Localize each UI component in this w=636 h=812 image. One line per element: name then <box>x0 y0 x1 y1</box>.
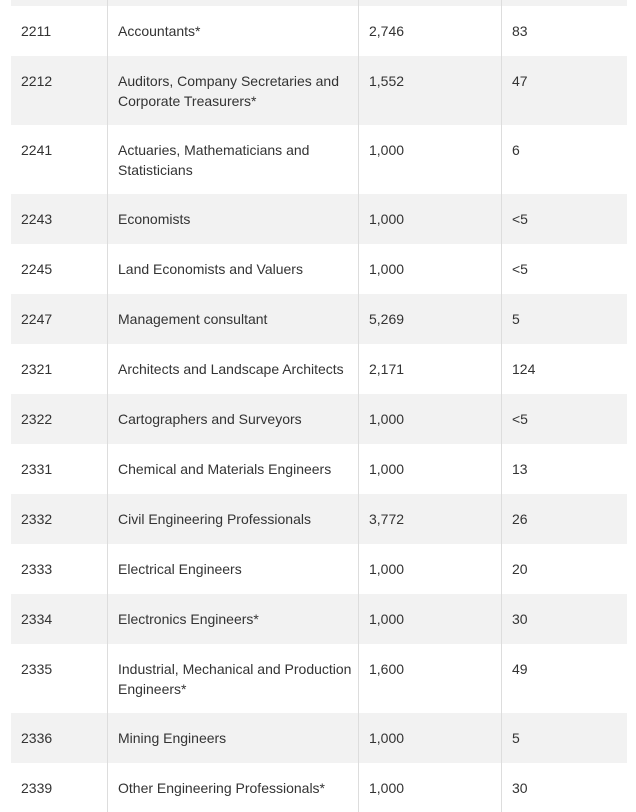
table-row <box>11 394 627 444</box>
occupation-name-cell: Mining Engineers <box>107 713 358 763</box>
occupation-code-cell: 2321 <box>21 361 53 377</box>
table-row <box>11 56 627 125</box>
invitation-count-cell: 124 <box>501 344 627 394</box>
occupation-name-cell: Land Economists and Valuers <box>107 244 358 294</box>
ceiling-value-cell: 1,000 <box>358 194 501 244</box>
invitation-count-cell: <5 <box>501 194 627 244</box>
invitation-count-cell: 49 <box>501 644 627 713</box>
ceiling-value-cell: 1,000 <box>358 713 501 763</box>
table-row <box>11 244 627 294</box>
ceiling-value-cell: 1,600 <box>358 644 501 713</box>
occupation-name-cell: Management consultant <box>107 294 358 344</box>
table-row <box>11 544 627 594</box>
invitation-count-cell: 30 <box>501 763 627 812</box>
table-row <box>11 6 627 56</box>
occupation-name-cell: Civil Engineering Professionals <box>107 494 358 544</box>
table-row <box>11 125 627 194</box>
occupation-code-cell: 2245 <box>21 261 53 277</box>
occupation-code-cell: 2334 <box>21 611 53 627</box>
table-row <box>11 194 627 244</box>
ceiling-value-cell: 2,746 <box>358 6 501 56</box>
occupation-name-cell: Electronics Engineers* <box>107 594 358 644</box>
occupation-name-cell: Electrical Engineers <box>107 544 358 594</box>
table-row <box>11 294 627 344</box>
occupation-code-cell: 2243 <box>21 211 53 227</box>
occupation-code-cell: 2212 <box>21 73 53 89</box>
invitation-count-cell: 13 <box>501 444 627 494</box>
occupation-name-cell: Industrial, Mechanical and Production Engineers* <box>107 644 358 713</box>
invitation-count-cell: 83 <box>501 6 627 56</box>
ceiling-value-cell: 3,772 <box>358 494 501 544</box>
table-row <box>11 344 627 394</box>
occupation-name-cell: Other Engineering Professionals* <box>107 763 358 812</box>
occupation-name-cell: Economists <box>107 194 358 244</box>
ceiling-value-cell: 5,269 <box>358 294 501 344</box>
occupation-name-cell: Cartographers and Surveyors <box>107 394 358 444</box>
invitation-count-cell: 30 <box>501 594 627 644</box>
occupation-name-cell: Auditors, Company Secretaries and Corporate Treasurers* <box>107 56 358 125</box>
invitation-count-cell: 6 <box>501 125 627 194</box>
invitation-count-cell: 47 <box>501 56 627 125</box>
occupation-code-cell: 2241 <box>21 142 53 158</box>
occupation-code-cell: 2335 <box>21 661 53 677</box>
occupation-code-cell: 2332 <box>21 511 53 527</box>
invitation-count-cell: 5 <box>501 713 627 763</box>
invitation-count-cell: 5 <box>501 294 627 344</box>
invitation-count-cell: <5 <box>501 394 627 444</box>
occupation-code-cell: 2322 <box>21 411 53 427</box>
ceiling-value-cell: 1,000 <box>358 394 501 444</box>
table-row <box>11 444 627 494</box>
occupation-code-cell: 2336 <box>21 730 53 746</box>
table-row <box>11 713 627 763</box>
ceiling-value-cell: 1,000 <box>358 444 501 494</box>
occupation-code-cell: 2247 <box>21 311 53 327</box>
ceiling-value-cell: 2,171 <box>358 344 501 394</box>
occupation-name-cell: Architects and Landscape Architects <box>107 344 358 394</box>
ceiling-value-cell: 1,000 <box>358 763 501 812</box>
invitation-count-cell: 20 <box>501 544 627 594</box>
ceiling-value-cell: 1,000 <box>358 125 501 194</box>
occupation-code-cell: 2331 <box>21 461 53 477</box>
occupation-name-cell: Chemical and Materials Engineers <box>107 444 358 494</box>
table-row <box>11 594 627 644</box>
occupation-table <box>11 0 627 812</box>
occupation-name-cell: Actuaries, Mathematicians and Statisticians <box>107 125 358 194</box>
table-row <box>11 644 627 713</box>
occupation-code-cell: 2211 <box>21 23 52 39</box>
invitation-count-cell: <5 <box>501 244 627 294</box>
ceiling-value-cell: 1,000 <box>358 544 501 594</box>
occupation-name-cell: Accountants* <box>107 6 358 56</box>
occupation-code-cell: 2333 <box>21 561 53 577</box>
invitation-count-cell: 26 <box>501 494 627 544</box>
table-row <box>11 494 627 544</box>
ceiling-value-cell: 1,552 <box>358 56 501 125</box>
occupation-code-cell: 2339 <box>21 780 53 796</box>
table-row <box>11 763 627 812</box>
ceiling-value-cell: 1,000 <box>358 244 501 294</box>
ceiling-value-cell: 1,000 <box>358 594 501 644</box>
